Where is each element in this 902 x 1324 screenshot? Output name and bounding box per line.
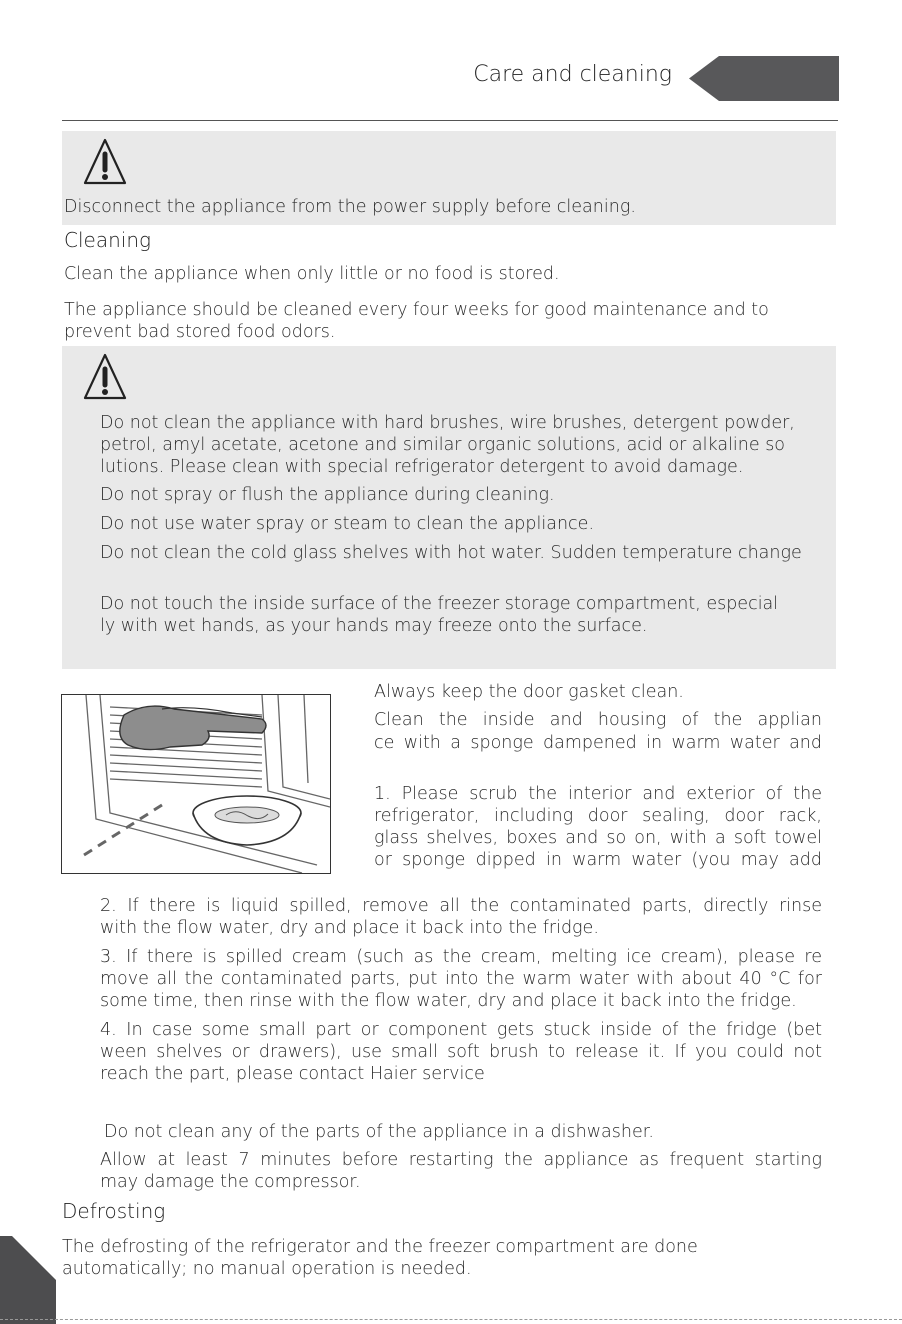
defrosting-line-2: automatically; no manual operation is needed. <box>62 1259 472 1279</box>
warning-triangle-icon <box>82 352 128 402</box>
defrosting-line-1: The defrosting of the refrigerator and the freezer compartment are done <box>62 1237 698 1257</box>
page-bottom-edge <box>0 1319 902 1320</box>
step-4-line: reach the part, please contact Haier service <box>100 1064 485 1084</box>
disconnect-notice: Disconnect the appliance from the power supply before cleaning. <box>64 197 636 217</box>
caution-line: Do not clean the cold glass shelves with hot water. Sudden temperature change <box>100 543 802 563</box>
page-title: Care and cleaning <box>473 62 672 87</box>
step-1-line: refrigerator, including door sealing, door rack, <box>374 806 822 826</box>
cleaning-para-2-line-1: The appliance should be cleaned every four weeks for good maintenance and to <box>64 300 769 320</box>
caution-line: petrol, amyl acetate, acetone and similar organic solutions, acid or alkaline so <box>100 435 786 455</box>
page-corner-marker <box>0 1236 56 1324</box>
warning-triangle-icon <box>82 137 128 187</box>
restart-note-line-1: Allow at least 7 minutes before restarting the appliance as frequent starting <box>100 1150 822 1170</box>
caution-line: Do not clean the appliance with hard brushes, wire brushes, detergent powder, <box>100 413 795 433</box>
defrosting-heading: Defrosting <box>62 1199 166 1223</box>
caution-line: ly with wet hands, as your hands may freeze onto the surface. <box>100 616 648 636</box>
step-4-line: 4. In case some small part or component gets stuck inside of the fridge (bet <box>100 1020 822 1040</box>
caution-line: Do not touch the inside surface of the freezer storage compartment, especial <box>100 594 779 614</box>
cleaning-illustration <box>61 694 331 874</box>
step-3-line: 3. If there is spilled cream (such as the cream, melting ice cream), please re <box>100 947 822 967</box>
caution-line: Do not use water spray or steam to clean the appliance. <box>100 514 595 534</box>
gasket-line: ce with a sponge dampened in warm water and <box>374 733 822 753</box>
gasket-line: Always keep the door gasket clean. <box>374 682 684 702</box>
step-1-line: 1. Please scrub the interior and exterior of the <box>374 784 822 804</box>
step-1-line: glass shelves, boxes and so on, with a soft towel <box>374 828 822 848</box>
step-1-line: or sponge dipped in warm water (you may add <box>374 850 822 870</box>
step-2-line: with the flow water, dry and place it back into the fridge. <box>100 918 599 938</box>
gasket-line: Clean the inside and housing of the applian <box>374 710 822 730</box>
restart-note-line-2: may damage the compressor. <box>100 1172 361 1192</box>
caution-line: lutions. Please clean with special refrigerator detergent to avoid damage. <box>100 457 744 477</box>
step-2-line: 2. If there is liquid spilled, remove all the contaminated parts, directly rinse <box>100 896 822 916</box>
cleaning-heading: Cleaning <box>64 228 151 252</box>
cleaning-para-2-line-2: prevent bad stored food odors. <box>64 322 336 342</box>
header-divider <box>62 120 838 121</box>
dishwasher-note: Do not clean any of the parts of the appliance in a dishwasher. <box>104 1122 654 1142</box>
cleaning-para-1: Clean the appliance when only little or no food is stored. <box>64 264 560 284</box>
step-3-line: move all the contaminated parts, put into the warm water with about 40 °C for <box>100 969 822 989</box>
step-3-line: some time, then rinse with the flow water, dry and place it back into the fridge. <box>100 991 797 1011</box>
step-4-line: ween shelves or drawers), use small soft brush to release it. If you could not <box>100 1042 822 1062</box>
caution-line: Do not spray or flush the appliance during cleaning. <box>100 485 555 505</box>
cleaning-illustration-drawing <box>62 695 330 873</box>
section-tab-marker <box>689 56 839 101</box>
